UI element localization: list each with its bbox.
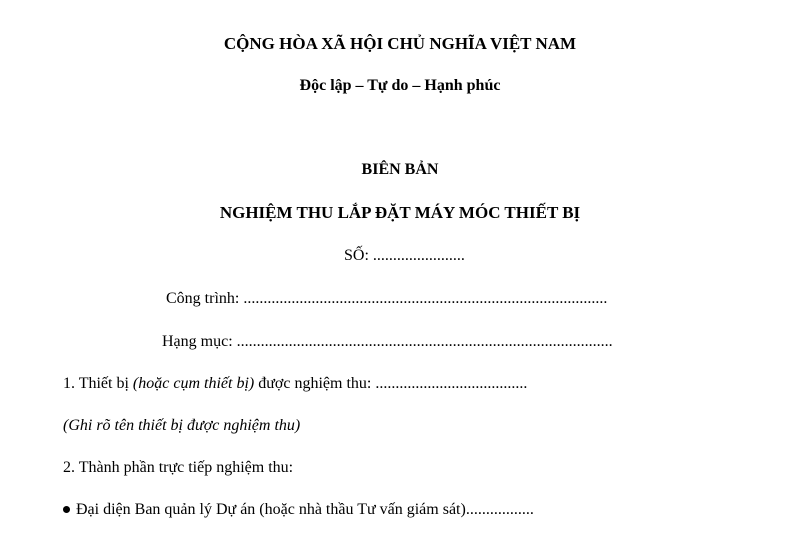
hang-muc-field: Hạng mục: .............................................................................................. (162, 333, 613, 350)
equipment-name-note: (Ghi rõ tên thiết bị được nghiệm thu) (63, 417, 301, 434)
section-1-prefix: 1. Thiết bị (63, 375, 133, 392)
cong-trinh-field: Công trình: ........................................................................................... (166, 290, 608, 307)
document-subtitle: NGHIỆM THU LẮP ĐẶT MÁY MÓC THIẾT BỊ (219, 203, 581, 222)
section-1-suffix: được nghiệm thu: ...................................... (254, 375, 528, 392)
section-1-italic-note: (hoặc cụm thiết bị) (132, 375, 255, 392)
bullet-icon (63, 506, 70, 513)
country-name-heading: CỘNG HÒA XÃ HỘI CHỦ NGHĨA VIỆT NAM (223, 34, 577, 53)
document-number-line: SỐ: ....................... (344, 247, 465, 264)
participant-bullet-item (63, 500, 534, 520)
section-1-equipment (63, 374, 527, 394)
participant-bullet-text: Đại diện Ban quản lý Dự án (hoặc nhà thầu Tư vấn giám sát)................. (76, 501, 534, 518)
document-title: BIÊN BẢN (361, 161, 439, 178)
national-motto: Độc lập – Tự do – Hạnh phúc (299, 77, 501, 94)
section-2-participants: 2. Thành phần trực tiếp nghiệm thu: (63, 459, 294, 476)
